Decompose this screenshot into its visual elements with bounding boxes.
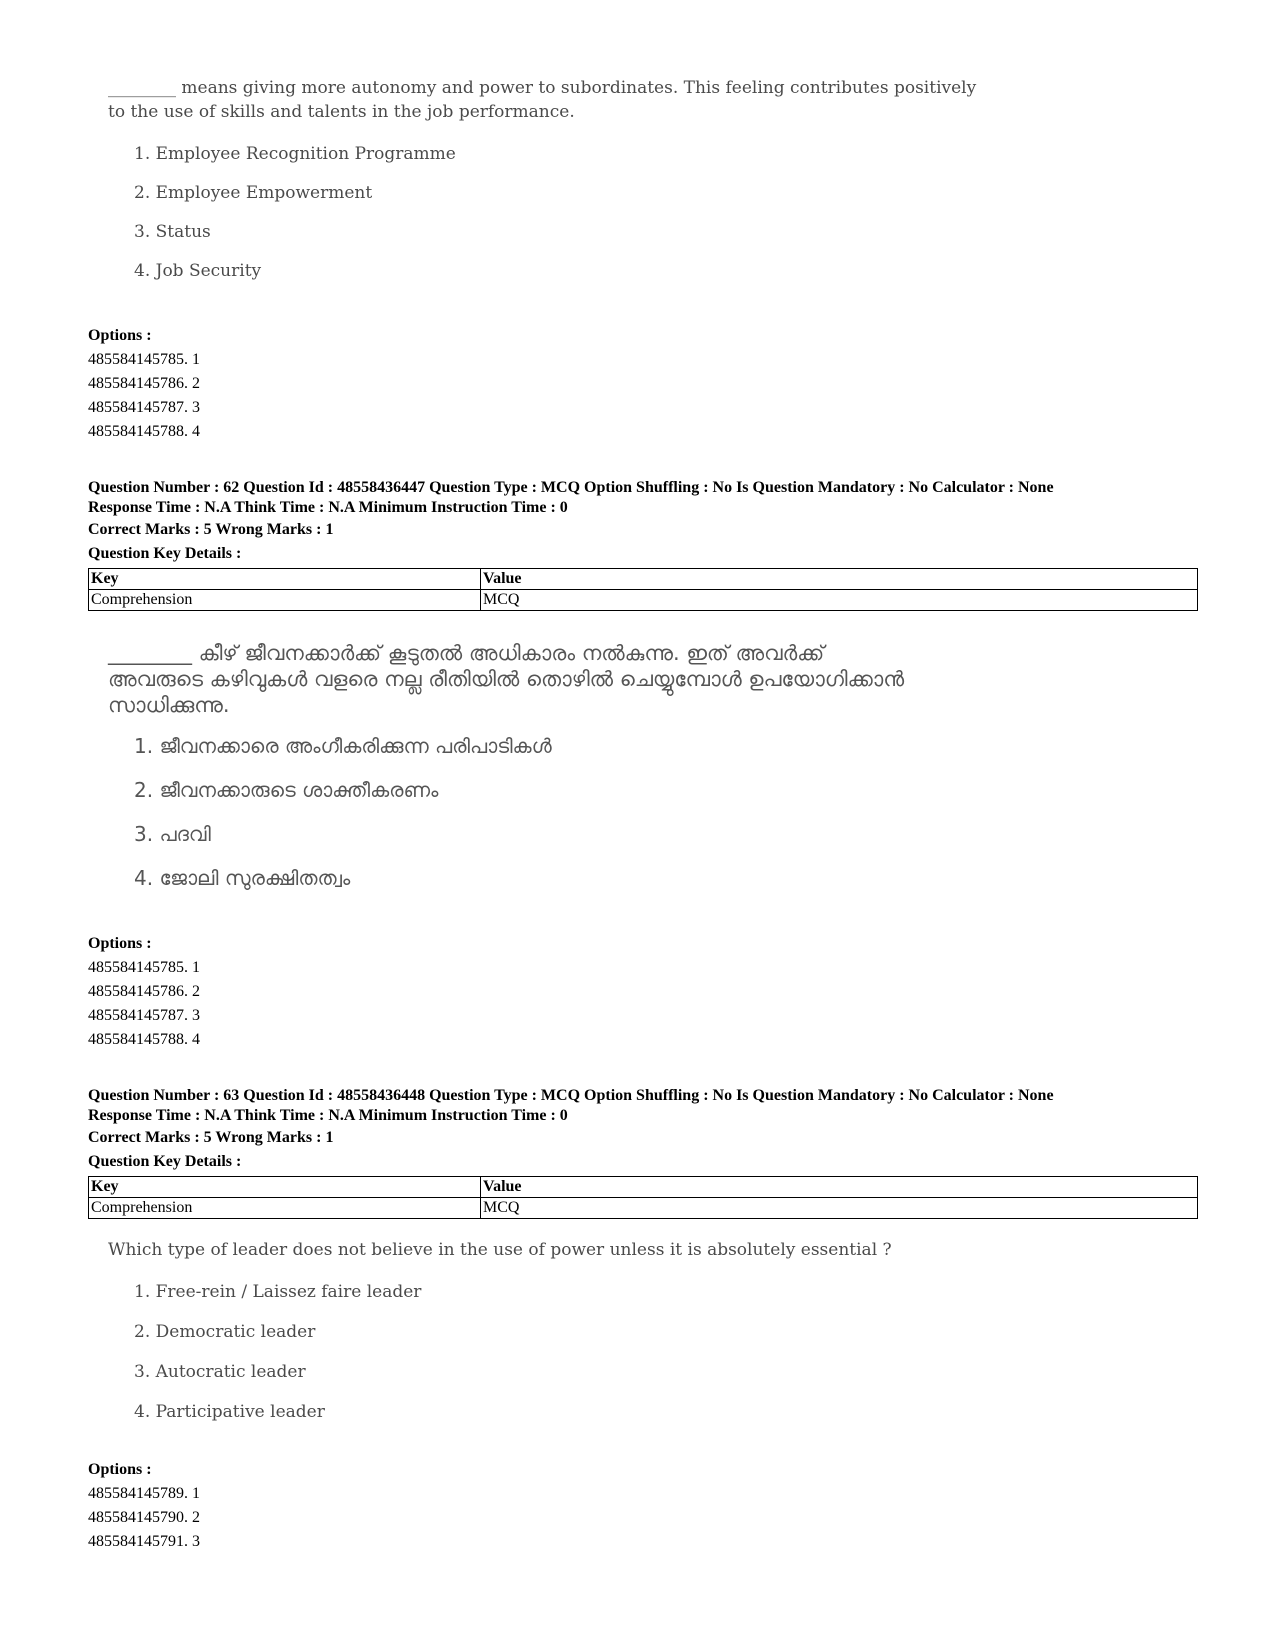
question-63-header: [88, 1086, 1198, 1174]
choice-list: [108, 144, 988, 281]
table-header-row: [89, 1177, 1198, 1198]
choice-item: 2. ജീവനക്കാരുടെ ശാക്തീകരണം: [134, 778, 439, 802]
question-62-header: [88, 478, 1198, 566]
table-cell-key: Comprehension: [89, 1198, 481, 1219]
option-line: 485584145791. 3: [88, 1533, 200, 1550]
response-time-line: Response Time : N.A Think Time : N.A Minimum Instruction Time : 0: [88, 1107, 568, 1124]
table-header-value: Value: [481, 569, 1198, 590]
option-line: 485584145789. 1: [88, 1485, 200, 1502]
question-63-image: [108, 1238, 988, 1422]
key-details-label: Question Key Details :: [88, 545, 242, 562]
options-block: [88, 932, 200, 1052]
choice-item: 3. Autocratic leader: [134, 1362, 306, 1382]
choice-item: 3. Status: [134, 222, 211, 242]
choice-item: 1. ജീവനക്കാരെ അംഗീകരിക്കുന്ന പരിപാടികൾ: [134, 734, 552, 758]
options-block: [88, 324, 200, 444]
choice-list: [108, 734, 908, 890]
table-header-row: [89, 569, 1198, 590]
choice-item: 2. Employee Empowerment: [134, 183, 373, 203]
choice-item: 3. പദവി: [134, 822, 211, 846]
choice-item: 4. ജോലി സുരക്ഷിതത്വം: [134, 866, 351, 890]
question-stem: ________ കീഴ് ജീവനക്കാർക്ക് കൂടുതൽ അധികാരം നൽകുന്നു. ഇത് അവർക്ക് അവരുടെ കഴിവുകൾ വളരെ നല്ല രീതിയിൽ തൊഴിൽ ചെയ്യുമ്പോൾ ഉപയോഗിക്കാൻ സാധിക്കുന്നു.: [108, 641, 905, 717]
table-header-value: Value: [481, 1177, 1198, 1198]
question-61-image: [108, 76, 988, 281]
question-stem: ________ means giving more autonomy and power to subordinates. This feeling contributes positively to the use of skills and talents in the job performance.: [108, 78, 977, 122]
option-line: 485584145790. 2: [88, 1509, 200, 1526]
choice-item: 2. Democratic leader: [134, 1322, 316, 1342]
choice-item: 1. Employee Recognition Programme: [134, 144, 456, 164]
choice-item: 1. Free-rein / Laissez faire leader: [134, 1282, 422, 1302]
table-header-key: Key: [89, 1177, 481, 1198]
table-cell-value: MCQ: [481, 1198, 1198, 1219]
key-details-label: Question Key Details :: [88, 1153, 242, 1170]
question-meta-line: Question Number : 63 Question Id : 48558436448 Question Type : MCQ Option Shuffling : No Is Question Mandatory : No Calculator : None: [88, 1087, 1054, 1104]
question-meta-line: Question Number : 62 Question Id : 48558436447 Question Type : MCQ Option Shuffling : No Is Question Mandatory : No Calculator : None: [88, 479, 1054, 496]
option-line: 485584145786. 2: [88, 375, 200, 392]
table-header-key: Key: [89, 569, 481, 590]
option-line: 485584145787. 3: [88, 1007, 200, 1024]
options-heading: Options :: [88, 327, 152, 344]
choice-list: [108, 1282, 988, 1422]
option-line: 485584145786. 2: [88, 983, 200, 1000]
option-line: 485584145788. 4: [88, 1031, 200, 1048]
options-heading: Options :: [88, 935, 152, 952]
option-line: 485584145788. 4: [88, 423, 200, 440]
options-heading: Options :: [88, 1461, 152, 1478]
option-line: 485584145785. 1: [88, 959, 200, 976]
response-time-line: Response Time : N.A Think Time : N.A Minimum Instruction Time : 0: [88, 499, 568, 516]
question-62-image: [108, 640, 908, 890]
options-block: [88, 1458, 200, 1554]
choice-item: 4. Job Security: [134, 261, 262, 281]
marks-line: Correct Marks : 5 Wrong Marks : 1: [88, 1129, 334, 1146]
option-line: 485584145785. 1: [88, 351, 200, 368]
question-stem: Which type of leader does not believe in the use of power unless it is absolutely essential ?: [108, 1240, 892, 1260]
table-cell-value: MCQ: [481, 590, 1198, 611]
table-row: [89, 590, 1198, 611]
question-key-table: [88, 568, 1198, 611]
choice-item: 4. Participative leader: [134, 1402, 325, 1422]
option-line: 485584145787. 3: [88, 399, 200, 416]
table-cell-key: Comprehension: [89, 590, 481, 611]
table-row: [89, 1198, 1198, 1219]
marks-line: Correct Marks : 5 Wrong Marks : 1: [88, 521, 334, 538]
question-key-table: [88, 1176, 1198, 1219]
